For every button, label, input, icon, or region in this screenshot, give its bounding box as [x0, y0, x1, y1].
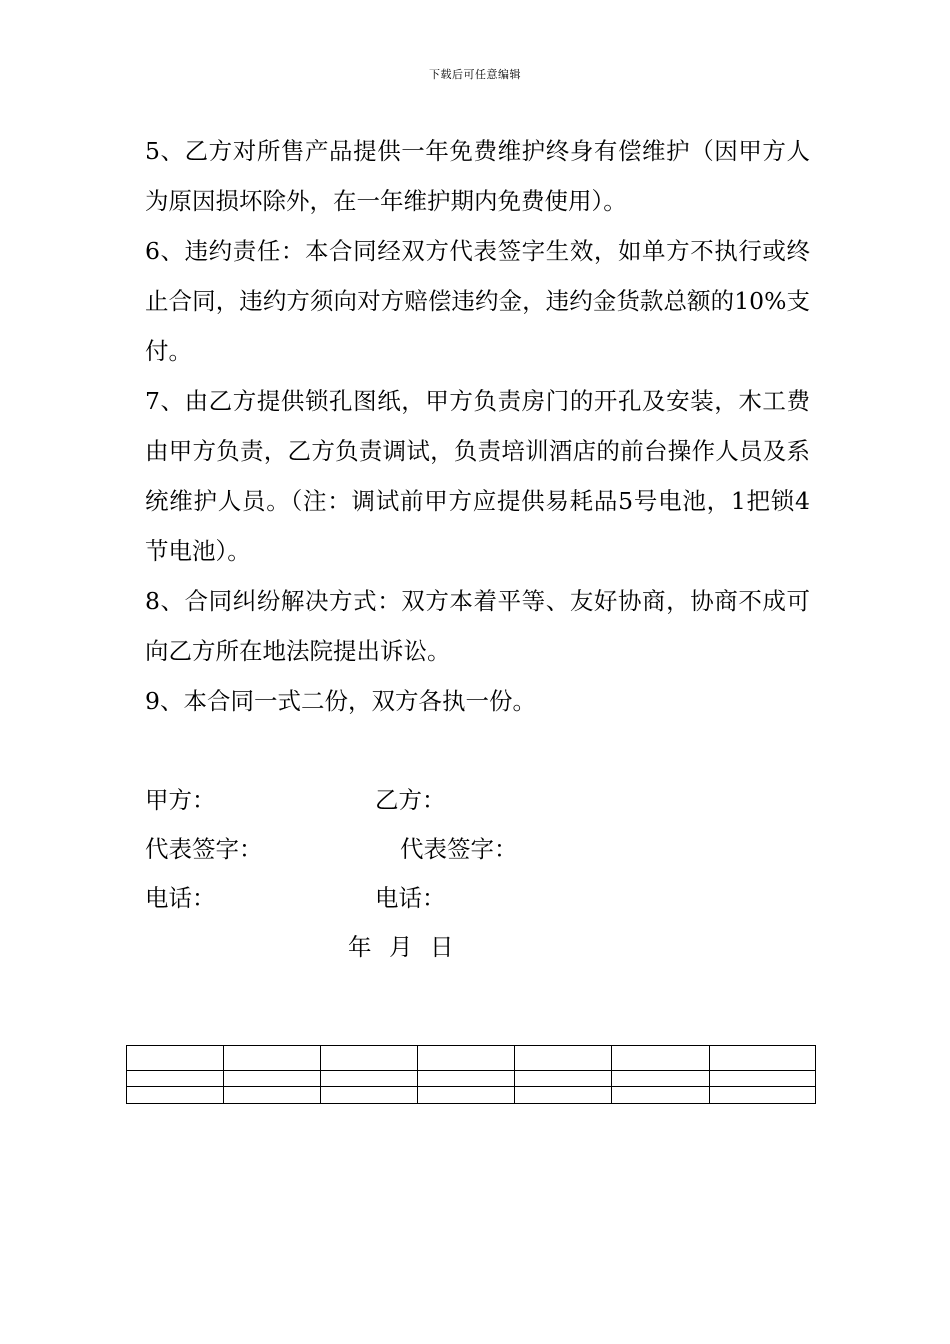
table-cell	[515, 1087, 612, 1104]
table-cell	[224, 1046, 321, 1071]
contract-clauses	[145, 126, 810, 726]
party-b-label: 乙方：	[375, 786, 446, 814]
clause-9: 9、本合同一式二份，双方各执一份。	[145, 687, 536, 715]
table-cell	[321, 1046, 418, 1071]
table-cell	[515, 1046, 612, 1071]
clause-6: 6、违约责任：本合同经双方代表签字生效，如单方不执行或终止合同，违约方须向对方赔偿违约金，违约金货款总额的10%支付。	[145, 237, 810, 365]
table-row	[127, 1046, 816, 1071]
table-cell	[418, 1071, 515, 1087]
table-cell	[224, 1071, 321, 1087]
table-cell	[612, 1087, 710, 1104]
party-a-signature-label: 代表签字：	[145, 835, 263, 863]
table-cell	[710, 1046, 816, 1071]
clause-5: 5、乙方对所售产品提供一年免费维护终身有偿维护（因甲方人为原因损坏除外，在一年维护期内免费使用）。	[145, 137, 810, 215]
party-a-phone-label: 电话：	[145, 884, 216, 912]
party-b-phone-label: 电话：	[375, 884, 446, 912]
table-cell	[127, 1046, 224, 1071]
table-row	[127, 1087, 816, 1104]
table-cell	[321, 1071, 418, 1087]
table-cell	[127, 1071, 224, 1087]
table-cell	[321, 1087, 418, 1104]
date-line: 年 月 日	[348, 933, 454, 961]
table-cell	[127, 1087, 224, 1104]
table-cell	[418, 1087, 515, 1104]
table-cell	[710, 1087, 816, 1104]
table-cell	[515, 1071, 612, 1087]
table-row	[127, 1071, 816, 1087]
table-cell	[612, 1071, 710, 1087]
header-note: 下载后可任意编辑	[429, 68, 521, 81]
table-cell	[418, 1046, 515, 1071]
blank-table	[126, 1045, 816, 1104]
clause-8: 8、合同纠纷解决方式：双方本着平等、友好协商，协商不成可向乙方所在地法院提出诉讼。	[145, 587, 810, 665]
table-cell	[224, 1087, 321, 1104]
table-cell	[710, 1071, 816, 1087]
party-b-signature-label: 代表签字：	[400, 835, 518, 863]
clause-7: 7、由乙方提供锁孔图纸，甲方负责房门的开孔及安装，木工费由甲方负责，乙方负责调试，负责培训酒店的前台操作人员及系统维护人员。（注：调试前甲方应提供易耗品5号电池，1把锁4节电池）。	[145, 387, 810, 565]
party-a-label: 甲方：	[145, 786, 216, 814]
table-cell	[612, 1046, 710, 1071]
